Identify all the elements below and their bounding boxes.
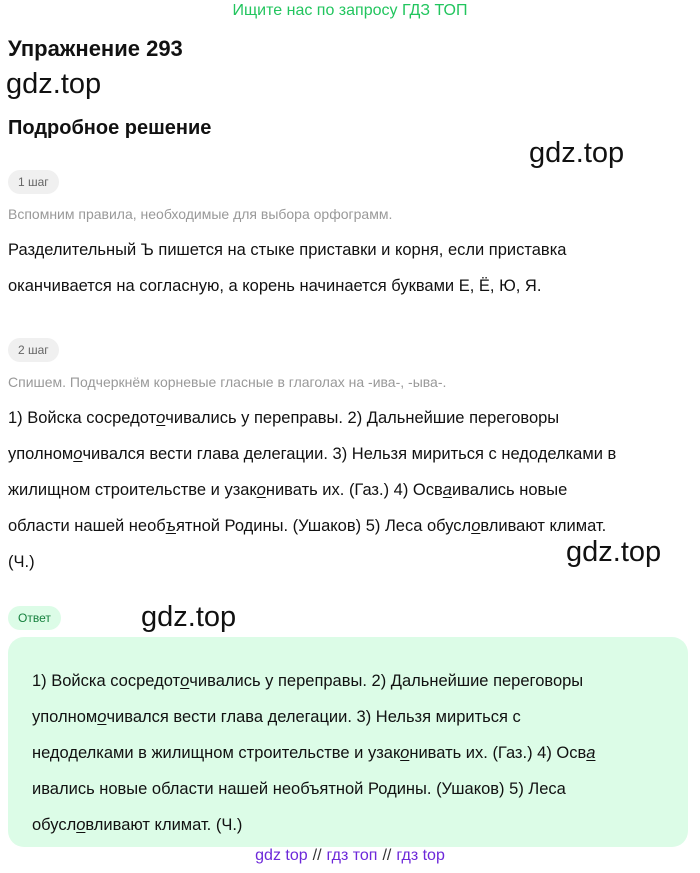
text-line: 1) Войска сосредоточивались у переправы. 2) Дальнейшие переговоры (32, 672, 584, 690)
text-line: оканчивается на согласную, а корень начинается буквами Е, Ё, Ю, Я. (8, 277, 542, 295)
footer-link[interactable]: гдз топ (326, 847, 378, 864)
footer-links (0, 847, 700, 865)
text-line: ивались новые области нашей необъятной Родины. (Ушаков) 5) Леса (32, 780, 566, 798)
text-line: (Ч.) (8, 553, 35, 571)
underlined-letter: о (471, 517, 481, 535)
footer-separator: // (312, 847, 322, 864)
text-line: недоделками в жилищном строительстве и узаконивать их. (Газ.) 4) Осва (32, 744, 596, 762)
watermark: gdz.top (141, 601, 237, 633)
step-1-badge: 1 шаг (8, 170, 59, 194)
answer-text (32, 663, 672, 843)
text-line: уполномочивался вести глава делегации. 3) Нельзя мириться с недоделками в (8, 445, 617, 463)
watermark: gdz.top (566, 536, 662, 568)
step-1-hint: Вспомним правила, необходимые для выбора орфограмм. (8, 206, 393, 222)
text-line: Разделительный Ъ пишется на стыке приставки и корня, если приставка (8, 241, 567, 259)
watermark: gdz.top (6, 68, 102, 100)
solution-heading: Подробное решение (8, 117, 212, 139)
underlined-letter: а (586, 744, 596, 762)
search-banner: Ищите нас по запросу ГДЗ ТОП (232, 2, 468, 19)
underlined-letter: о (73, 445, 83, 463)
text-line: жилищном строительстве и узаконивать их. (Газ.) 4) Осваивались новые (8, 481, 568, 499)
underlined-letter: о (256, 481, 266, 499)
exercise-title: Упражнение 293 (8, 36, 183, 61)
underlined-letter: о (180, 672, 190, 690)
underlined-letter: ъ (165, 517, 176, 535)
underlined-letter: а (442, 481, 452, 499)
step-2-badge: 2 шаг (8, 338, 59, 362)
text-line: обусловливают климат. (Ч.) (32, 816, 243, 834)
step-2-hint: Спишем. Подчеркнём корневые гласные в глаголах на -ива-, -ыва-. (8, 374, 447, 390)
footer-separator: // (382, 847, 392, 864)
answer-badge: Ответ (8, 606, 61, 630)
underlined-letter: о (156, 409, 166, 427)
underlined-letter: о (400, 744, 410, 762)
footer-link[interactable]: гдз top (396, 847, 445, 864)
underlined-letter: о (97, 708, 107, 726)
underlined-letter: о (76, 816, 86, 834)
footer-link[interactable]: gdz top (255, 847, 308, 864)
watermark: gdz.top (529, 137, 625, 169)
step-1-text (8, 232, 688, 304)
text-line: 1) Войска сосредоточивались у переправы. 2) Дальнейшие переговоры (8, 409, 560, 427)
text-line: области нашей необъятной Родины. (Ушаков) 5) Леса обусловливают климат. (8, 517, 607, 535)
text-line: уполномочивался вести глава делегации. 3) Нельзя мириться с (32, 708, 521, 726)
